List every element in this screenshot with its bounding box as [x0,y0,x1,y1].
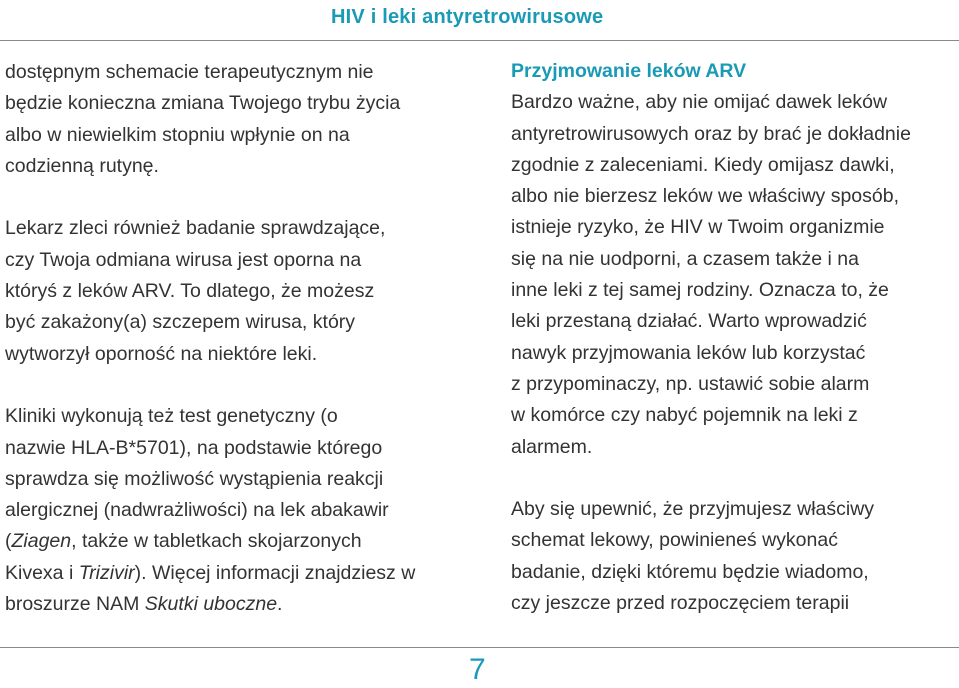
text-line [5,558,465,589]
section-heading: Przyjmowanie leków ARV [511,60,747,82]
text-line: czy Twoja odmiana wirusa jest oporna na [5,248,362,271]
text-line [5,589,465,620]
right-column [511,56,956,619]
text-line: badanie, dzięki któremu będzie wiadomo, [511,560,869,583]
text-line: sprawdza się możliwość wystąpienia reakcji [5,467,384,490]
text-line: wytworzył oporność na niektóre leki. [5,342,318,365]
text-line: nazwie HLA-B*5701), na podstawie którego [5,436,383,459]
text-line: albo w niewielkim stopniu wpłynie on na [5,123,350,146]
left-paragraph-1 [5,57,465,182]
text-line: schemat lekowy, powinieneś wykonać [511,529,838,552]
text-fragment: . [277,593,283,616]
text-line: nawyk przyjmowania leków lub korzystać [511,341,866,364]
text-line [5,526,465,557]
text-line: czy jeszcze przed rozpoczęciem terapii [511,592,850,615]
left-paragraph-2 [5,213,465,369]
text-line: leki przestaną działać. Warto wprowadzić [511,310,867,333]
footer-divider [0,647,959,648]
header-divider [0,40,959,41]
left-paragraph-3 [5,401,465,620]
right-section [511,56,956,463]
text-line: być zakażony(a) szczepem wirusa, który [5,311,356,334]
text-line: codzienną rutynę. [5,154,159,177]
text-fragment: ( [5,530,12,553]
text-fragment: , także w tabletkach skojarzonych [71,530,362,553]
text-fragment: broszurze NAM [5,593,145,616]
text-line: będzie konieczna zmiana Twojego trybu życia [5,92,401,115]
right-paragraph-2 [511,494,956,619]
text-line: zgodnie z zaleceniami. Kiedy omijasz dawki, [511,153,895,176]
drug-name-ziagen: Ziagen [11,530,72,553]
text-fragment: Kivexa i [5,561,79,584]
text-line: dostępnym schemacie terapeutycznym nie [5,61,374,83]
text-line: albo nie bierzesz leków we właściwy sposób, [511,185,900,208]
page-number: 7 [469,653,486,686]
text-line: Bardzo ważne, aby nie omijać dawek leków [511,91,888,114]
text-line: się na nie uodporni, a czasem także i na [511,247,859,270]
text-line: istnieje ryzyko, że HIV w Twoim organizmie [511,216,885,239]
brochure-title: Skutki uboczne [144,593,278,616]
text-line: inne leki z tej samej rodziny. Oznacza to, że [511,279,889,302]
page-header-title: HIV i leki antyretrowirusowe [331,6,604,28]
left-column [5,57,465,620]
text-fragment: ). Więcej informacji znajdziesz w [134,561,416,584]
text-line: w komórce czy nabyć pojemnik na leki z [511,404,858,427]
text-line: któryś z leków ARV. To dlatego, że możesz [5,280,375,303]
drug-name-trizivir: Trizivir [78,561,135,584]
text-line: z przypominaczy, np. ustawić sobie alarm [511,372,870,395]
text-line: Aby się upewnić, że przyjmujesz właściwy [511,498,875,521]
text-line: Lekarz zleci również badanie sprawdzające, [5,217,386,240]
text-line: alergicznej (nadwrażliwości) na lek abakawir [5,499,389,522]
text-line: antyretrowirusowych oraz by brać je dokładnie [511,122,911,145]
text-line: alarmem. [511,435,593,458]
text-line: Kliniki wykonują też test genetyczny (o [5,405,338,428]
